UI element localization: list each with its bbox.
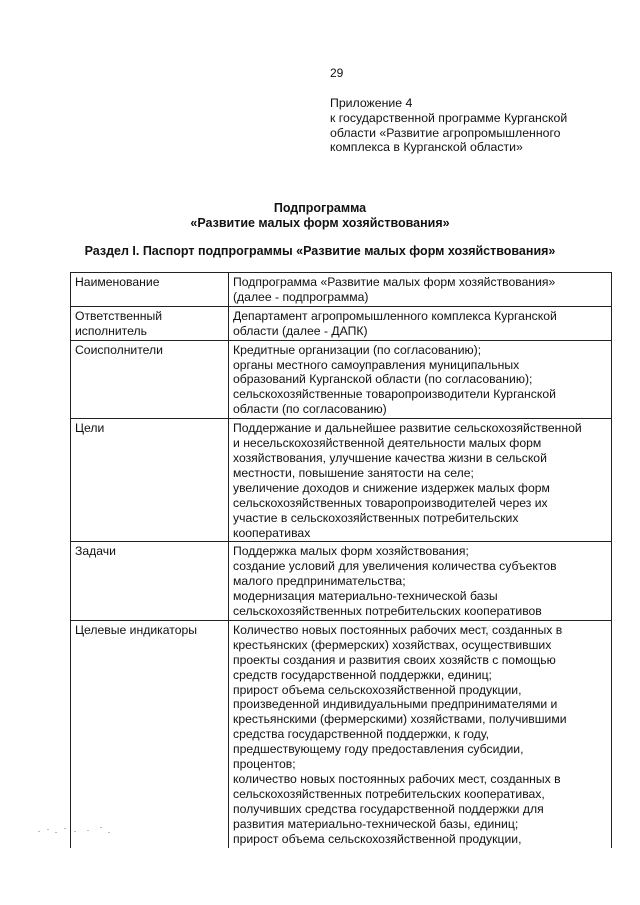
table-row — [71, 340, 612, 419]
content-line: области (по согласованию) — [233, 402, 387, 417]
label-line: исполнитель — [75, 323, 147, 338]
content-line: получивших средства государственной поддержки для — [233, 801, 544, 816]
content-line: крестьянских (фермерских) хозяйствах, осуществивших — [233, 637, 552, 652]
content-line: области (далее - ДАПК) — [233, 323, 368, 338]
content-line: образований Курганской области (по согласованию); — [233, 372, 533, 387]
table-row — [71, 542, 612, 621]
appendix-line: комплекса в Курганской области» — [330, 140, 523, 155]
content-line: и несельскохозяйственной деятельности малых форм — [233, 436, 542, 451]
section-title: Раздел I. Паспорт подпрограммы «Развитие малых форм хозяйствования» — [84, 244, 556, 258]
content-line: крестьянскими (фермерскими) хозяйствами, получившими — [233, 712, 567, 727]
content-line: предшествующему году предоставления субсидии, — [233, 742, 524, 757]
content-line: произведенной индивидуальными предпринимателями и — [233, 697, 558, 712]
row-label — [71, 542, 229, 621]
appendix-header — [330, 96, 625, 155]
content-line: модернизация материально-технической базы — [233, 589, 498, 604]
row-label — [71, 340, 229, 419]
row-content — [229, 419, 612, 542]
table-row — [71, 620, 612, 847]
content-line: Поддержание и дальнейшее развитие сельскохозяйственной — [233, 421, 582, 436]
appendix-line: к государственной программе Курганской — [330, 110, 568, 125]
content-line: процентов; — [233, 757, 296, 772]
row-content — [229, 620, 612, 847]
content-line: местности, повышение занятости на селе; — [233, 465, 474, 480]
label-line: Соисполнители — [75, 342, 163, 357]
page-number: 29 — [330, 66, 344, 80]
passport-table — [70, 272, 612, 848]
table-row — [71, 273, 612, 307]
content-line: Количество новых постоянных рабочих мест, созданных в — [233, 622, 563, 637]
content-line: количество новых постоянных рабочих мест, созданных в — [233, 772, 561, 786]
label-line: Цели — [75, 421, 105, 436]
row-label — [71, 273, 229, 307]
label-line: Целевые индикаторы — [75, 622, 198, 637]
content-line: (далее - подпрограмма) — [233, 289, 369, 304]
row-content — [229, 340, 612, 419]
table-row — [71, 419, 612, 542]
row-label — [71, 306, 229, 340]
content-line: создание условий для увеличения количества субъектов — [233, 559, 557, 574]
content-line: прирост объема сельскохозяйственной продукции, — [233, 682, 522, 697]
content-line: малого предпринимательства; — [233, 574, 406, 589]
row-label — [71, 419, 229, 542]
content-line: кооперативах — [233, 525, 311, 540]
content-line: проекты создания и развития своих хозяйств с помощью — [233, 652, 556, 667]
passport-table-body — [71, 273, 612, 848]
subprogram-title: Подпрограмма — [273, 201, 367, 215]
label-line: Ответственный — [75, 308, 163, 323]
content-line: Кредитные организации (по согласованию); — [233, 342, 482, 357]
content-line: Поддержка малых форм хозяйствования; — [233, 544, 469, 559]
label-line: Задачи — [75, 544, 116, 559]
content-line: сельскохозяйственные товаропроизводители Курганской — [233, 387, 556, 402]
appendix-line: области «Развитие агропромышленного — [330, 125, 561, 140]
row-label — [71, 620, 229, 847]
subprogram-name: «Развитие малых форм хозяйствования» — [190, 216, 450, 230]
content-line: прирост объема сельскохозяйственной продукции, — [233, 831, 522, 846]
content-line: средства государственной поддержки, к году, — [233, 727, 490, 742]
content-line: развития материально-технической базы, единиц; — [233, 816, 519, 831]
appendix-line: Приложение 4 — [330, 96, 413, 110]
content-line: участие в сельскохозяйственных потребительских — [233, 510, 519, 525]
table-row — [71, 306, 612, 340]
content-line: хозяйствования, улучшение качества жизни в сельской — [233, 450, 547, 465]
content-line: сельскохозяйственных товаропроизводителей через их — [233, 495, 548, 510]
row-content — [229, 542, 612, 621]
content-line: сельскохозяйственных потребительских кооперативах, — [233, 786, 545, 801]
content-line: Департамент агропромышленного комплекса Курганской — [233, 308, 557, 323]
content-line: средств государственной поддержки, единиц; — [233, 667, 492, 682]
content-line: увеличение доходов и снижение издержек малых форм — [233, 480, 550, 495]
content-line: органы местного самоуправления муниципальных — [233, 357, 520, 372]
row-content — [229, 306, 612, 340]
label-line: Наименование — [75, 275, 160, 289]
row-content — [229, 273, 612, 307]
scan-specks — [38, 826, 118, 836]
content-line: Подпрограмма «Развитие малых форм хозяйствования» — [233, 275, 556, 289]
content-line: сельскохозяйственных потребительских кооперативов — [233, 604, 542, 619]
